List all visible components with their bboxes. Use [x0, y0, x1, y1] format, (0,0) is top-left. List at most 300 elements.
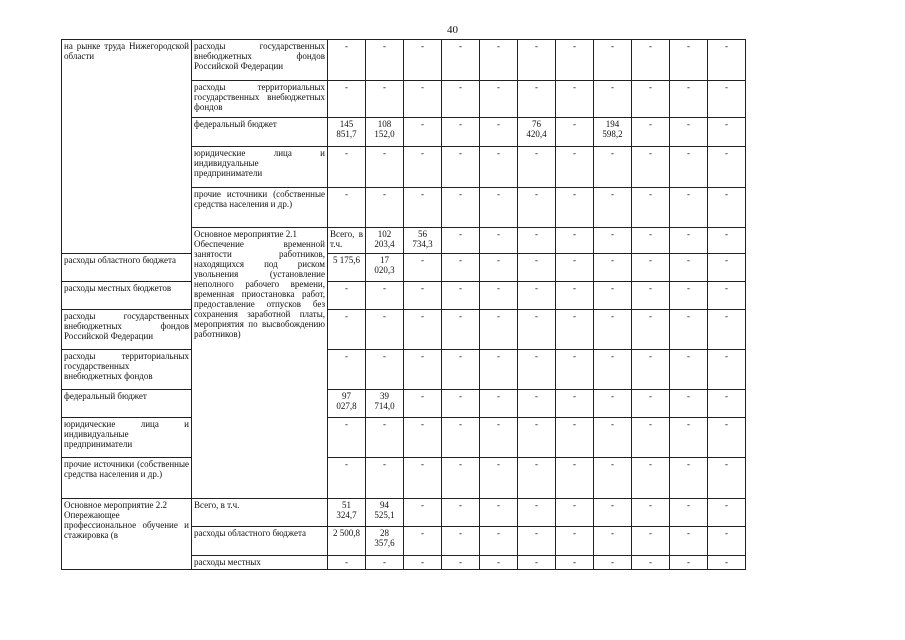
value-cell: [708, 350, 746, 390]
value-text: -: [459, 528, 462, 538]
value-cell: [480, 188, 518, 228]
value-cell: [632, 228, 670, 254]
value-cell: [670, 188, 708, 228]
value-text: -: [573, 528, 576, 538]
value-text: -: [687, 500, 690, 510]
value-text: -: [535, 311, 538, 321]
measure-cell: [62, 40, 192, 254]
value-text: -: [611, 148, 614, 158]
value-text: -: [573, 283, 576, 293]
value-text: -: [687, 557, 690, 567]
value-cell: [480, 118, 518, 147]
value-cell: [442, 458, 480, 499]
funding-source-cell: федеральный бюджет: [192, 118, 328, 147]
value-cell: [708, 282, 746, 310]
value-text: -: [497, 255, 500, 265]
value-text: -: [573, 419, 576, 429]
value-text: -: [497, 419, 500, 429]
value-text: -: [649, 255, 652, 265]
value-cell: [480, 40, 518, 81]
value-text: -: [421, 557, 424, 567]
value-cell: [670, 228, 708, 254]
value-cell: [708, 418, 746, 458]
funding-source-cell: прочие источники (собственные средства населения и др.): [192, 188, 328, 228]
value-text: -: [725, 189, 728, 199]
value-text: -: [459, 41, 462, 51]
value-cell: [480, 527, 518, 556]
value-cell: [518, 556, 556, 570]
value-cell: [328, 458, 366, 499]
value-cell: [708, 147, 746, 188]
value-cell: [480, 458, 518, 499]
funding-source-cell: Всего, в т.ч.: [328, 228, 366, 254]
funding-source-cell: Всего, в т.ч.: [192, 499, 328, 527]
value-cell: [632, 499, 670, 527]
value-text: -: [611, 500, 614, 510]
value-cell: [404, 418, 442, 458]
value-text: -: [573, 82, 576, 92]
value-cell: [518, 527, 556, 556]
table-row: [62, 254, 746, 282]
value-cell: [328, 556, 366, 570]
value-cell: [632, 350, 670, 390]
value-cell: [404, 390, 442, 418]
value-text: -: [535, 500, 538, 510]
table-row: [62, 390, 746, 418]
value-cell: [404, 527, 442, 556]
value-cell: [366, 40, 404, 81]
value-text: -: [345, 148, 348, 158]
value-text: -: [421, 351, 424, 361]
value-text: -: [687, 189, 690, 199]
value-cell: [442, 228, 480, 254]
value-text: -: [383, 41, 386, 51]
value-cell: [594, 556, 632, 570]
value-text: -: [611, 283, 614, 293]
value-text: -: [725, 119, 728, 129]
value-text: -: [649, 500, 652, 510]
value-cell: [404, 188, 442, 228]
value-text: -: [535, 82, 538, 92]
value-text: -: [421, 255, 424, 265]
value-text: -: [687, 419, 690, 429]
value-cell: [366, 188, 404, 228]
value-cell: [594, 310, 632, 350]
value-text: -: [421, 391, 424, 401]
value-text: -: [573, 459, 576, 469]
value-cell: [594, 499, 632, 527]
value-text: -: [611, 189, 614, 199]
value-cell: [556, 282, 594, 310]
value-cell: [442, 147, 480, 188]
value-cell: [366, 527, 404, 556]
value-cell: [708, 499, 746, 527]
value-cell: [632, 556, 670, 570]
value-cell: [404, 556, 442, 570]
value-text: -: [345, 283, 348, 293]
value-text: -: [725, 557, 728, 567]
value-cell: [556, 556, 594, 570]
value-cell: [670, 310, 708, 350]
value-text: -: [535, 283, 538, 293]
value-cell: [518, 282, 556, 310]
value-cell: [480, 282, 518, 310]
value-text: -: [611, 419, 614, 429]
value-text: -: [421, 500, 424, 510]
value-text: -: [459, 119, 462, 129]
value-text: -: [459, 351, 462, 361]
value-text: -: [649, 229, 652, 239]
value-cell: [328, 147, 366, 188]
value-cell: [632, 390, 670, 418]
value-text: -: [459, 419, 462, 429]
value-cell: [518, 458, 556, 499]
value-text: 108 152,0: [374, 119, 395, 139]
value-text: 39 714,0: [374, 391, 395, 411]
value-text: 102 203,4: [374, 229, 395, 249]
value-text: 145 851,7: [336, 119, 357, 139]
value-text: -: [573, 391, 576, 401]
page-number: 40: [447, 24, 458, 36]
value-text: -: [573, 119, 576, 129]
value-cell: [442, 40, 480, 81]
value-text: -: [611, 82, 614, 92]
value-cell: [518, 350, 556, 390]
value-cell: [442, 499, 480, 527]
value-cell: [594, 40, 632, 81]
value-text: -: [611, 311, 614, 321]
value-cell: [518, 147, 556, 188]
value-cell: [556, 458, 594, 499]
value-cell: [708, 81, 746, 118]
value-text: -: [345, 351, 348, 361]
value-text: -: [497, 459, 500, 469]
measure-text: Основное мероприятие 2.2 Опережающее профессиональное обучение и стажировка (в: [64, 500, 189, 540]
value-cell: [670, 418, 708, 458]
measure-text: на рынке труда Нижегородской области: [64, 41, 189, 61]
value-cell: [670, 527, 708, 556]
value-text: 17 020,3: [374, 255, 395, 275]
value-text: -: [725, 311, 728, 321]
value-text: -: [383, 459, 386, 469]
value-cell: [708, 458, 746, 499]
value-text: -: [383, 419, 386, 429]
value-text: -: [459, 283, 462, 293]
value-cell: [632, 418, 670, 458]
value-text: -: [535, 229, 538, 239]
value-cell: [404, 458, 442, 499]
value-cell: [670, 81, 708, 118]
value-cell: [404, 310, 442, 350]
value-text: -: [497, 500, 500, 510]
value-cell: [632, 458, 670, 499]
value-text: -: [687, 283, 690, 293]
value-cell: [708, 118, 746, 147]
value-cell: [670, 147, 708, 188]
value-text: -: [535, 391, 538, 401]
value-text: -: [573, 311, 576, 321]
value-cell: [404, 228, 442, 254]
value-text: -: [497, 229, 500, 239]
value-text: -: [497, 557, 500, 567]
value-text: 56 734,3: [412, 229, 433, 249]
value-text: -: [345, 311, 348, 321]
value-cell: [442, 254, 480, 282]
value-cell: [480, 556, 518, 570]
value-text: -: [649, 528, 652, 538]
value-text: -: [497, 119, 500, 129]
value-text: -: [611, 557, 614, 567]
table-row: [62, 458, 746, 499]
table-row: [62, 499, 746, 527]
value-text: -: [649, 419, 652, 429]
value-cell: [366, 228, 404, 254]
value-text: -: [649, 148, 652, 158]
funding-source-cell: расходы областного бюджета: [192, 527, 328, 556]
value-cell: [328, 40, 366, 81]
value-text: -: [573, 229, 576, 239]
value-text: -: [725, 500, 728, 510]
value-text: -: [573, 189, 576, 199]
value-cell: [480, 390, 518, 418]
value-text: -: [573, 255, 576, 265]
value-text: -: [497, 189, 500, 199]
value-cell: [518, 81, 556, 118]
value-cell: [708, 188, 746, 228]
value-cell: [366, 418, 404, 458]
value-text: -: [459, 311, 462, 321]
value-cell: [556, 499, 594, 527]
value-text: -: [687, 351, 690, 361]
value-text: 51 324,7: [336, 500, 357, 520]
value-cell: [594, 118, 632, 147]
table-row: [62, 40, 746, 81]
value-text: -: [535, 557, 538, 567]
value-cell: [480, 81, 518, 118]
value-cell: [594, 418, 632, 458]
value-cell: [442, 310, 480, 350]
value-text: -: [725, 351, 728, 361]
value-cell: [404, 499, 442, 527]
value-text: -: [497, 41, 500, 51]
value-cell: [366, 81, 404, 118]
value-text: -: [383, 82, 386, 92]
funding-source-cell: расходы территориальных государственных внебюджетных фондов: [62, 350, 192, 390]
value-cell: [556, 350, 594, 390]
value-cell: [632, 118, 670, 147]
value-text: -: [611, 229, 614, 239]
value-text: -: [421, 459, 424, 469]
value-text: -: [459, 500, 462, 510]
value-text: -: [573, 41, 576, 51]
value-cell: [442, 556, 480, 570]
value-cell: [670, 254, 708, 282]
value-cell: [594, 228, 632, 254]
value-cell: [366, 390, 404, 418]
value-cell: [670, 390, 708, 418]
value-cell: [328, 188, 366, 228]
value-cell: [632, 527, 670, 556]
value-cell: [328, 282, 366, 310]
value-text: -: [497, 311, 500, 321]
value-cell: [404, 81, 442, 118]
value-text: -: [573, 557, 576, 567]
value-cell: [556, 254, 594, 282]
value-cell: [480, 147, 518, 188]
value-cell: [518, 228, 556, 254]
value-text: -: [459, 229, 462, 239]
value-cell: [594, 147, 632, 188]
value-cell: [442, 527, 480, 556]
value-cell: [594, 282, 632, 310]
value-text: -: [345, 419, 348, 429]
value-text: -: [725, 391, 728, 401]
value-text: -: [497, 391, 500, 401]
value-cell: [670, 40, 708, 81]
value-text: -: [573, 148, 576, 158]
value-text: -: [383, 311, 386, 321]
value-cell: [708, 254, 746, 282]
funding-source-cell: расходы государственных внебюджетных фондов Российской Федерации: [62, 310, 192, 350]
value-text: -: [459, 391, 462, 401]
value-text: -: [345, 189, 348, 199]
value-text: -: [459, 148, 462, 158]
value-text: -: [725, 82, 728, 92]
value-cell: [480, 228, 518, 254]
value-cell: [556, 147, 594, 188]
value-cell: [518, 418, 556, 458]
value-cell: [556, 418, 594, 458]
table-row: [62, 310, 746, 350]
value-text: -: [687, 119, 690, 129]
value-text: 97 027,8: [336, 391, 357, 411]
value-cell: [556, 390, 594, 418]
value-cell: [518, 254, 556, 282]
value-cell: [632, 40, 670, 81]
value-cell: [594, 350, 632, 390]
value-text: -: [611, 255, 614, 265]
value-text: -: [535, 419, 538, 429]
value-text: -: [345, 82, 348, 92]
value-text: -: [687, 391, 690, 401]
value-text: -: [611, 41, 614, 51]
value-cell: [632, 254, 670, 282]
value-text: -: [725, 229, 728, 239]
value-text: -: [497, 148, 500, 158]
funding-source-cell: расходы областного бюджета: [62, 254, 192, 282]
value-cell: [518, 188, 556, 228]
value-cell: [594, 527, 632, 556]
value-cell: [366, 458, 404, 499]
value-cell: [366, 556, 404, 570]
value-text: -: [497, 351, 500, 361]
value-text: -: [497, 82, 500, 92]
value-text: -: [687, 229, 690, 239]
value-text: -: [345, 557, 348, 567]
value-cell: [632, 282, 670, 310]
value-cell: [328, 254, 366, 282]
value-cell: [518, 310, 556, 350]
value-cell: [328, 118, 366, 147]
value-cell: [328, 310, 366, 350]
value-cell: [670, 458, 708, 499]
value-cell: [328, 390, 366, 418]
value-cell: [328, 527, 366, 556]
funding-source-cell: юридические лица и индивидуальные предприниматели: [192, 147, 328, 188]
value-text: -: [649, 82, 652, 92]
value-cell: [670, 350, 708, 390]
value-text: -: [459, 82, 462, 92]
value-text: -: [725, 419, 728, 429]
value-text: 94 525,1: [374, 500, 395, 520]
value-text: -: [459, 255, 462, 265]
funding-source-cell: расходы государственных внебюджетных фондов Российской Федерации: [192, 40, 328, 81]
value-cell: [480, 254, 518, 282]
value-cell: [594, 81, 632, 118]
funding-source-cell: расходы территориальных государственных внебюджетных фондов: [192, 81, 328, 118]
value-cell: [366, 147, 404, 188]
measure-cell: [62, 499, 192, 570]
value-cell: [670, 118, 708, 147]
value-cell: [442, 118, 480, 147]
value-text: -: [611, 528, 614, 538]
value-text: -: [421, 283, 424, 293]
value-cell: [594, 390, 632, 418]
value-text: -: [383, 148, 386, 158]
value-cell: [442, 418, 480, 458]
value-cell: [404, 350, 442, 390]
value-text: -: [687, 255, 690, 265]
value-text: -: [687, 82, 690, 92]
value-text: -: [421, 311, 424, 321]
value-text: -: [687, 41, 690, 51]
value-cell: [404, 254, 442, 282]
value-cell: [556, 81, 594, 118]
value-text: -: [687, 311, 690, 321]
value-cell: [708, 40, 746, 81]
value-cell: [480, 418, 518, 458]
value-cell: [556, 310, 594, 350]
value-cell: [328, 499, 366, 527]
value-cell: [708, 527, 746, 556]
value-cell: [480, 499, 518, 527]
value-text: -: [649, 119, 652, 129]
budget-table: [61, 39, 746, 570]
value-cell: [366, 118, 404, 147]
value-text: -: [383, 351, 386, 361]
value-cell: [594, 188, 632, 228]
value-cell: [404, 40, 442, 81]
value-text: -: [535, 41, 538, 51]
value-cell: [442, 390, 480, 418]
value-cell: [708, 228, 746, 254]
value-text: -: [345, 41, 348, 51]
value-cell: [480, 350, 518, 390]
value-text: 28 357,6: [374, 528, 395, 548]
value-cell: [632, 147, 670, 188]
value-text: -: [497, 528, 500, 538]
value-text: -: [421, 528, 424, 538]
value-cell: [556, 527, 594, 556]
value-text: -: [345, 459, 348, 469]
table-row: [62, 418, 746, 458]
value-cell: [404, 282, 442, 310]
value-cell: [404, 118, 442, 147]
value-cell: [556, 188, 594, 228]
value-text: -: [535, 255, 538, 265]
value-text: -: [611, 459, 614, 469]
funding-source-cell: федеральный бюджет: [62, 390, 192, 418]
